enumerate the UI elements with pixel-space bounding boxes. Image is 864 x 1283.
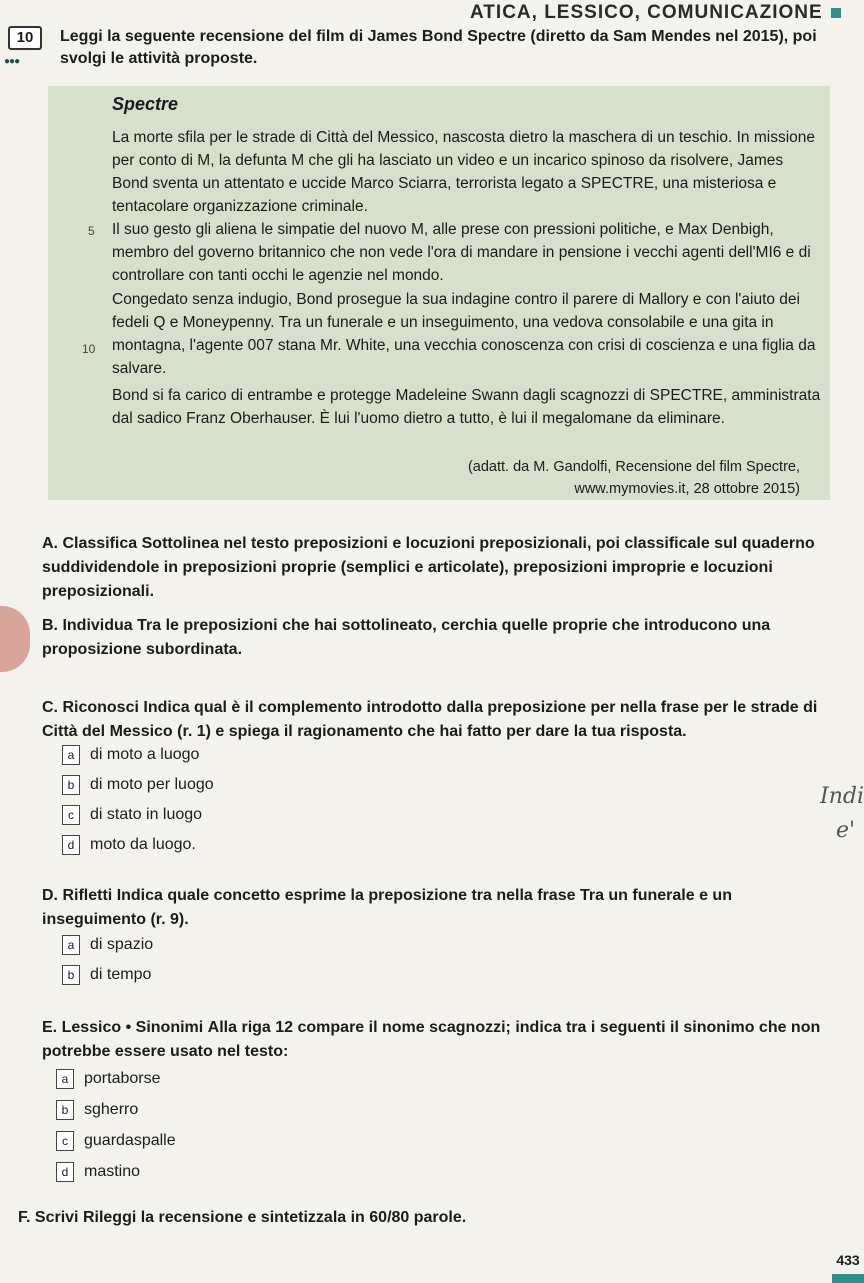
- page-number-tab: [832, 1246, 864, 1283]
- task-c-letter: C.: [42, 699, 58, 716]
- task-a-letter: A.: [42, 535, 58, 552]
- exercise-number: 10: [8, 26, 42, 50]
- option-checkbox[interactable]: d: [62, 835, 80, 855]
- task-b-keyword: Individua: [62, 617, 133, 634]
- task-b: [42, 614, 832, 662]
- task-c-option-d[interactable]: [62, 834, 196, 856]
- task-e-option-a[interactable]: [56, 1068, 161, 1090]
- task-f-text: Rileggi la recensione e sintetizzala in 60/80 parole.: [82, 1209, 467, 1226]
- line-number-10: 10: [82, 342, 96, 356]
- option-label: guardaspalle: [84, 1132, 176, 1149]
- option-label: di spazio: [90, 936, 154, 953]
- line-number-5: 5: [88, 224, 95, 238]
- task-c-text: Indica qual è il complemento introdotto dalla preposizione per nella frase per le strade di Città del Messico (r. 1) e spiega il ragionamento che hai fatto per dare la tua risposta.: [42, 699, 818, 740]
- option-label: di tempo: [90, 966, 152, 983]
- task-d-option-b[interactable]: [62, 964, 151, 986]
- task-d: [42, 884, 832, 932]
- difficulty-dots-icon: ●●●: [4, 56, 20, 67]
- option-label: di moto a luogo: [90, 746, 200, 763]
- task-e-letter: E.: [42, 1019, 58, 1036]
- task-e: [42, 1016, 832, 1064]
- review-paragraph-1: La morte sfila per le strade di Città del Messico, nascosta dietro la maschera di un teschio. In missione per conto di M, la defunta M che gli ha lasciato un video e un incarico spinoso da risolvere, James Bond sventa un attentato e uccide Marco Sciarra, terrorista legato a SPECTRE, una misteriosa e tentacolare organizzazione criminale.: [112, 129, 815, 215]
- review-title: Spectre: [112, 94, 179, 114]
- header-square-icon: [831, 8, 841, 18]
- handwritten-note-1: Indi: [820, 784, 864, 809]
- handwritten-note-2: e': [836, 818, 856, 843]
- option-label: mastino: [84, 1163, 141, 1180]
- task-d-letter: D.: [42, 887, 58, 904]
- option-checkbox[interactable]: b: [62, 965, 80, 985]
- option-checkbox[interactable]: d: [56, 1162, 74, 1182]
- option-label: portaborse: [84, 1070, 161, 1087]
- task-a: [42, 532, 832, 604]
- option-checkbox[interactable]: b: [56, 1100, 74, 1120]
- task-e-text: Alla riga 12 compare il nome scagnozzi; indica tra i seguenti il sinonimo che non potrebbe essere usato nel testo:: [42, 1019, 821, 1060]
- task-c-option-a[interactable]: [62, 744, 199, 766]
- thumb-photo: [0, 606, 30, 672]
- option-checkbox[interactable]: c: [56, 1131, 74, 1151]
- task-c: [42, 696, 832, 744]
- task-c-option-b[interactable]: [62, 774, 214, 796]
- exercise-intro: Leggi la seguente recensione del film di James Bond Spectre (diretto da Sam Mendes nel 2015), poi svolgi le attività proposte.: [60, 28, 817, 67]
- source-line-1: (adatt. da M. Gandolfi, Recensione del film Spectre,: [467, 459, 800, 475]
- page-number: 433: [832, 1246, 864, 1274]
- option-checkbox[interactable]: a: [62, 935, 80, 955]
- task-d-text: Indica quale concetto esprime la preposizione tra nella frase Tra un funerale e un inseguimento (r. 9).: [42, 887, 732, 928]
- task-f-letter: F.: [18, 1209, 31, 1226]
- task-f-keyword: Scrivi: [34, 1209, 79, 1226]
- task-e-option-c[interactable]: [56, 1130, 176, 1152]
- option-checkbox[interactable]: b: [62, 775, 80, 795]
- task-f: [18, 1206, 808, 1230]
- option-checkbox[interactable]: c: [62, 805, 80, 825]
- task-e-option-b[interactable]: [56, 1099, 138, 1121]
- task-e-option-d[interactable]: [56, 1161, 140, 1183]
- option-label: di stato in luogo: [90, 806, 203, 823]
- task-a-keyword: Classifica: [62, 535, 138, 552]
- option-checkbox[interactable]: a: [56, 1069, 74, 1089]
- source-line-2: www.mymovies.it, 28 ottobre 2015): [574, 481, 800, 497]
- task-d-keyword: Rifletti: [62, 887, 113, 904]
- task-c-keyword: Riconosci: [62, 699, 139, 716]
- task-b-text: Tra le preposizioni che hai sottolineato, cerchia quelle proprie che introducono una proposizione subordinata.: [42, 617, 771, 658]
- option-checkbox[interactable]: a: [62, 745, 80, 765]
- option-label: moto da luogo.: [90, 836, 196, 853]
- chapter-header: ATICA, LESSICO, COMUNICAZIONE: [470, 2, 841, 24]
- option-label: di moto per luogo: [90, 776, 214, 793]
- option-label: sgherro: [84, 1101, 139, 1118]
- review-paragraph-3: Congedato senza indugio, Bond prosegue la sua indagine contro il parere di Mallory e con l'aiuto dei fedeli Q e Moneypenny. Tra un funerale e un inseguimento, una vedova consolabile e una gita in montagna, l'agente 007 stana Mr. White, una vecchia conoscenza con crisi di coscienza e una figlia da salvare.: [112, 291, 816, 377]
- review-paragraph-2: Il suo gesto gli aliena le simpatie del nuovo M, alle prese con pressioni politiche, e Max Denbigh, membro del governo britannico che non vede l'ora di mandare in pensione i vecchi agenti dell'MI6 e di controllare con tanti occhi le agenzie nel mondo.: [112, 221, 811, 284]
- task-a-text: Sottolinea nel testo preposizioni e locuzioni preposizionali, poi classificale sul quaderno suddividendole in preposizioni proprie (semplici e articolate), preposizioni improprie e locuzioni preposizionali.: [42, 535, 815, 600]
- review-source: [300, 456, 800, 500]
- task-c-option-c[interactable]: [62, 804, 202, 826]
- task-b-letter: B.: [42, 617, 58, 634]
- task-e-keyword: Lessico • Sinonimi: [61, 1019, 204, 1036]
- review-paragraph-4: Bond si fa carico di entrambe e protegge Madeleine Swann dagli scagnozzi di SPECTRE, amministrata dal sadico Franz Oberhauser. È lui l'uomo dietro a tutto, è lui il megalomane da eliminare.: [112, 387, 821, 427]
- task-d-option-a[interactable]: [62, 934, 153, 956]
